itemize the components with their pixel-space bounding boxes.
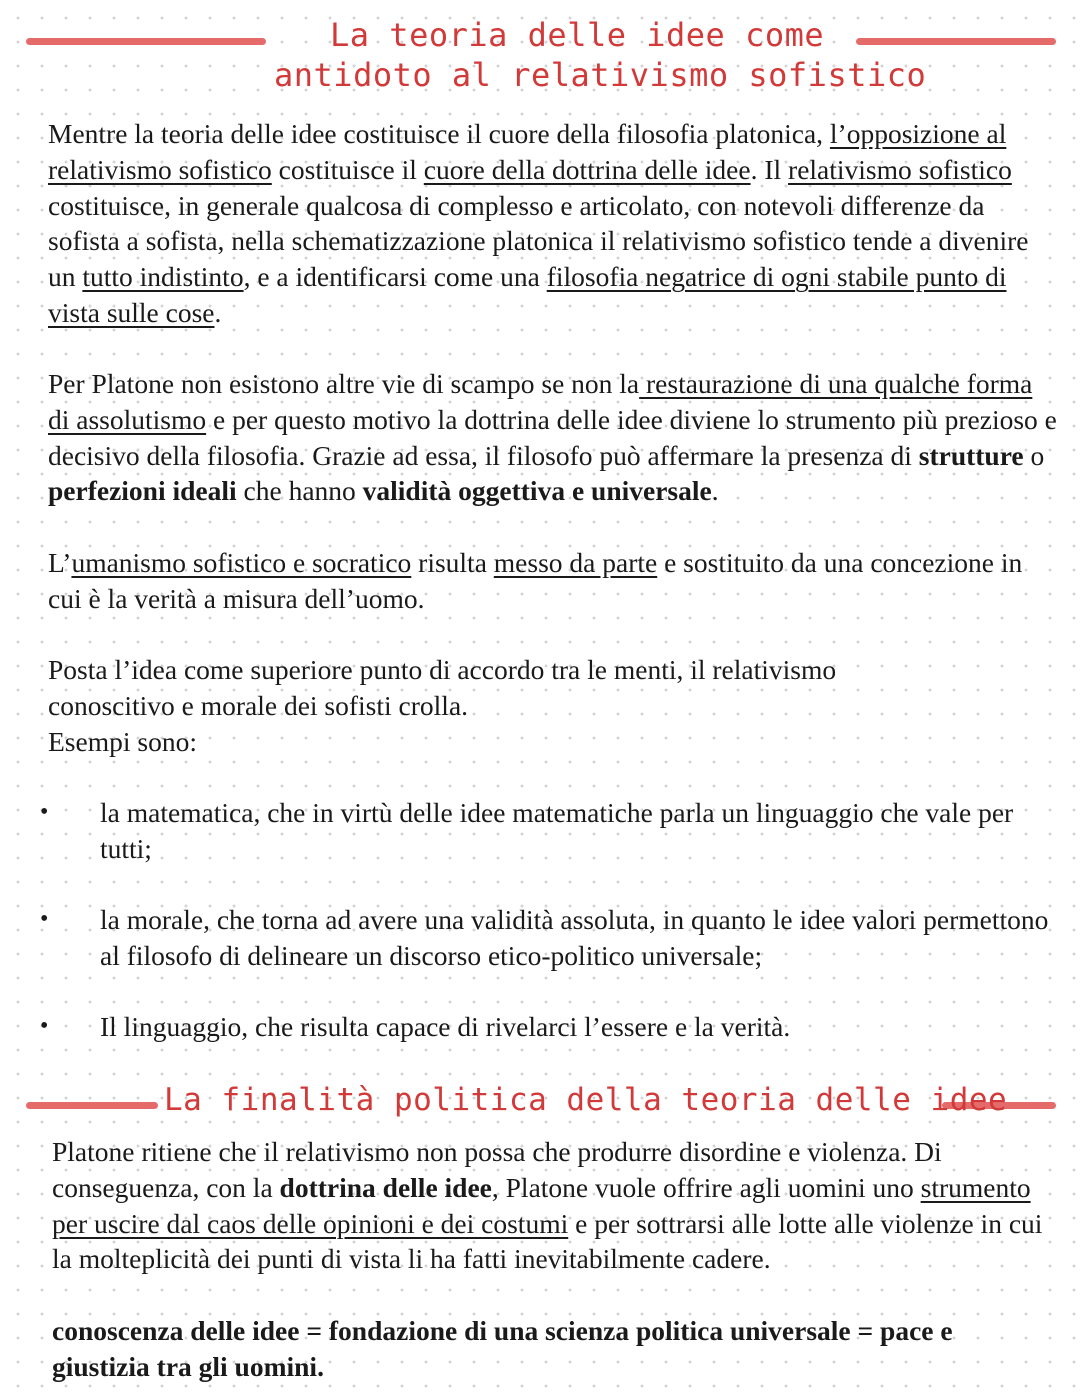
text: che hanno — [236, 475, 363, 507]
paragraph-3 — [48, 545, 1058, 617]
conclusion: conoscenza delle idee = fondazione di una scienza politica universale = pace e giustizia tra gli uomini. — [52, 1315, 953, 1382]
text: Per Platone non esistono altre vie di scampo se non la — [48, 368, 640, 399]
bold-text: dottrina delle idee — [279, 1171, 492, 1203]
bold-text: strutture — [918, 439, 1024, 471]
section-title-2: La finalità politica della teoria delle idee — [164, 1082, 1008, 1118]
text: costituisce il — [271, 153, 424, 185]
bullet-icon: • — [40, 799, 49, 825]
text: Mentre la teoria delle idee costituisce il cuore della filosofia platonica, — [48, 118, 830, 149]
list-item-text: Il linguaggio, che risulta capace di rivelarci l’essere e la verità. — [100, 1011, 791, 1042]
bullet-icon: • — [40, 1013, 49, 1039]
underlined-text: messo da parte — [493, 547, 658, 578]
underlined-text: cuore della dottrina delle idee — [423, 153, 751, 185]
text: e sostituito da una concezione in cui è la verità a misura dell’uomo. — [48, 547, 1023, 614]
bold-text: perfezioni ideali — [48, 475, 237, 507]
text: o — [1023, 439, 1045, 471]
text: . — [214, 296, 222, 328]
underlined-text: tutto indistinto — [82, 261, 244, 293]
heading-bar-left — [26, 1102, 158, 1109]
text: , Platone vuole offrire agli uomini uno — [491, 1171, 921, 1203]
section-title-line1: La teoria delle idee come — [330, 16, 825, 54]
examples-intro: Esempi sono: — [48, 726, 197, 757]
text: L’ — [48, 547, 72, 578]
underlined-text: umanismo sofistico e socratico — [71, 547, 412, 578]
underlined-text: restaurazione di una qualche forma di assolutismo — [48, 368, 1033, 435]
bullet-icon: • — [40, 906, 49, 932]
paragraph-2 — [48, 366, 1058, 509]
paragraph-5 — [52, 1134, 1052, 1277]
text: . Il — [750, 153, 789, 185]
bold-text: validità oggettiva e universale — [362, 475, 712, 507]
text: e per questo motivo la dottrina delle idee diviene lo strumento più prezioso e decisivo della filosofia. Grazie ad essa, il filosofo può affermare la presenza di — [48, 403, 1057, 471]
paragraph-4 — [48, 652, 948, 724]
list-item-text: la matematica, che in virtù delle idee matematiche parla un linguaggio che vale per tutti; — [100, 797, 1014, 864]
heading-bar-right — [856, 38, 1056, 45]
underlined-text: relativismo sofistico — [788, 153, 1012, 185]
text: risulta — [411, 547, 494, 578]
paragraph-1 — [48, 116, 1058, 331]
text: Posta l’idea come superiore punto di accordo tra le menti, il relativismo conoscitivo e morale dei sofisti crolla. — [48, 654, 837, 721]
list-item-text: la morale, che torna ad avere una validità assoluta, in quanto le idee valori permettono al filosofo di delineare un discorso etico-politico universale; — [100, 904, 1049, 971]
heading-bar-left — [26, 38, 266, 45]
text: Platone ritiene che il relativismo non possa che produrre disordine e violenza. Di conseguenza, con la — [52, 1136, 942, 1203]
section-title-line2: antidoto al relativismo sofistico — [274, 56, 927, 94]
text: , e a identificarsi come una — [243, 261, 547, 293]
text: e per sottrarsi alle lotte alle violenze in cui la molteplicità dei punti di vista li ha fatti inevitabilmente cadere. — [52, 1207, 1043, 1275]
text: costituisce, in generale qualcosa di complesso e articolato, con notevoli differenze da sofista a sofista, nella schematizzazione platonica il relativismo sofistico tende a divenire un — [48, 189, 1029, 293]
text: . — [711, 475, 719, 507]
underlined-text: l’opposizione al relativismo sofistico — [48, 118, 1007, 185]
underlined-text: filosofia negatrice di ogni stabile punto di vista sulle cose — [48, 261, 1007, 328]
underlined-text: strumento per uscire dal caos delle opinioni e dei costumi — [52, 1171, 1031, 1239]
